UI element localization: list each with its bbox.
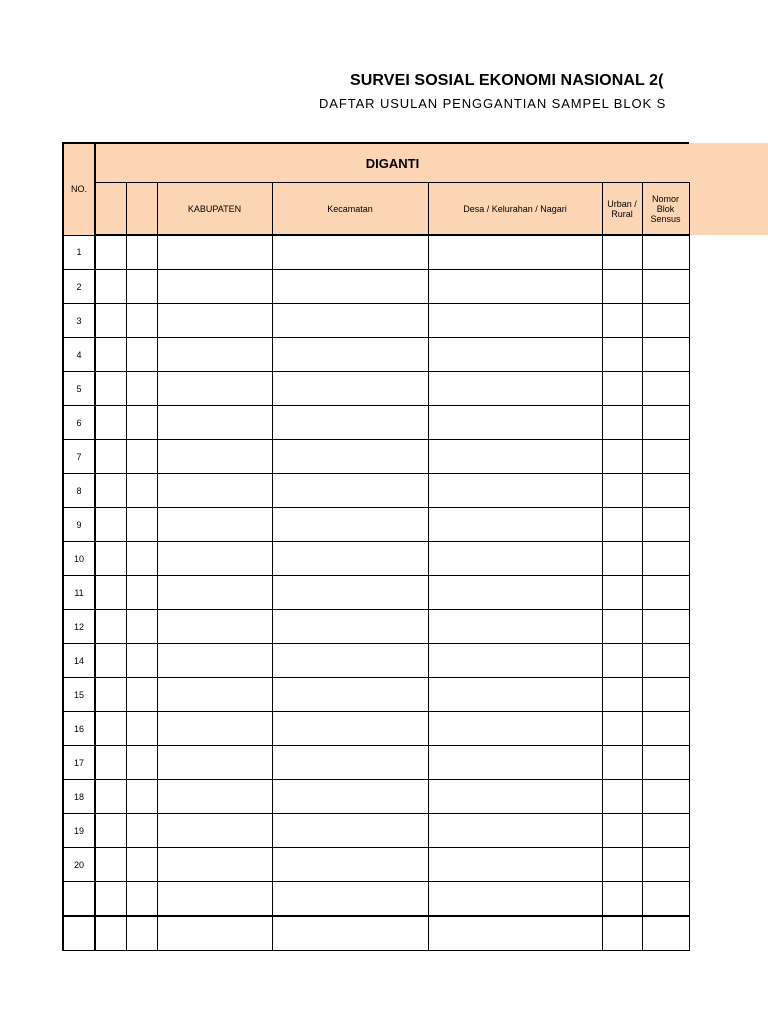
- table-row: [63, 270, 689, 304]
- cell-blank-2[interactable]: [126, 882, 157, 917]
- cell-urban-rural[interactable]: [602, 746, 642, 780]
- column-header-blank-1: [95, 183, 126, 236]
- cell-blank-2[interactable]: [126, 814, 157, 848]
- cell-kecamatan[interactable]: [272, 270, 428, 304]
- cell-kecamatan[interactable]: [272, 610, 428, 644]
- cell-desa[interactable]: [428, 372, 602, 406]
- cell-nomor-blok-sensus[interactable]: [642, 338, 689, 372]
- cell-kecamatan[interactable]: [272, 440, 428, 474]
- cell-nomor-blok-sensus[interactable]: [642, 372, 689, 406]
- cell-kabupaten[interactable]: [157, 304, 272, 338]
- cell-kecamatan[interactable]: [272, 406, 428, 440]
- cell-urban-rural[interactable]: [602, 814, 642, 848]
- table-row: [63, 338, 689, 372]
- cell-kecamatan[interactable]: [272, 542, 428, 576]
- row-number: 7: [63, 440, 95, 474]
- cell-nomor-blok-sensus[interactable]: [642, 440, 689, 474]
- cell-blank-1[interactable]: [95, 916, 126, 951]
- cell-desa[interactable]: [428, 440, 602, 474]
- column-header-desa: Desa / Kelurahan / Nagari: [428, 183, 602, 236]
- cell-nomor-blok-sensus[interactable]: [642, 235, 689, 270]
- cell-kecamatan[interactable]: [272, 746, 428, 780]
- row-number: 2: [63, 270, 95, 304]
- cell-kabupaten[interactable]: [157, 338, 272, 372]
- cell-blank-2[interactable]: [126, 508, 157, 542]
- cell-kecamatan[interactable]: [272, 780, 428, 814]
- cell-blank-1[interactable]: [95, 304, 126, 338]
- cell-blank-2[interactable]: [126, 235, 157, 270]
- cell-blank-2[interactable]: [126, 440, 157, 474]
- column-header-urban-rural: Urban / Rural: [602, 183, 642, 236]
- cell-kabupaten[interactable]: [157, 406, 272, 440]
- cell-blank-1[interactable]: [95, 678, 126, 712]
- group-header-diganti: DIGANTI: [95, 143, 689, 183]
- row-number: 18: [63, 780, 95, 814]
- cell-desa[interactable]: [428, 882, 602, 917]
- cell-blank-2[interactable]: [126, 270, 157, 304]
- cell-desa[interactable]: [428, 814, 602, 848]
- cell-kabupaten[interactable]: [157, 610, 272, 644]
- cell-kecamatan[interactable]: [272, 644, 428, 678]
- cell-blank-1[interactable]: [95, 848, 126, 882]
- cell-desa[interactable]: [428, 780, 602, 814]
- cell-desa[interactable]: [428, 542, 602, 576]
- cell-blank-2[interactable]: [126, 542, 157, 576]
- cell-kabupaten[interactable]: [157, 882, 272, 917]
- row-number: [63, 882, 95, 917]
- table-row: [63, 542, 689, 576]
- replacement-sample-table: [62, 142, 690, 951]
- cell-desa[interactable]: [428, 235, 602, 270]
- cell-nomor-blok-sensus[interactable]: [642, 304, 689, 338]
- cell-blank-2[interactable]: [126, 644, 157, 678]
- cell-urban-rural[interactable]: [602, 542, 642, 576]
- row-number: 6: [63, 406, 95, 440]
- cell-kabupaten[interactable]: [157, 576, 272, 610]
- form-subtitle: DAFTAR USULAN PENGGANTIAN SAMPEL BLOK S: [319, 96, 667, 111]
- cell-urban-rural[interactable]: [602, 916, 642, 951]
- cell-nomor-blok-sensus[interactable]: [642, 610, 689, 644]
- cell-kabupaten[interactable]: [157, 542, 272, 576]
- row-number: 8: [63, 474, 95, 508]
- cell-urban-rural[interactable]: [602, 304, 642, 338]
- cell-kecamatan[interactable]: [272, 474, 428, 508]
- table-row: [63, 576, 689, 610]
- cell-kecamatan[interactable]: [272, 678, 428, 712]
- cell-urban-rural[interactable]: [602, 235, 642, 270]
- cell-blank-2[interactable]: [126, 304, 157, 338]
- column-header-kecamatan: Kecamatan: [272, 183, 428, 236]
- cell-urban-rural[interactable]: [602, 576, 642, 610]
- cell-blank-1[interactable]: [95, 406, 126, 440]
- row-number: [63, 916, 95, 951]
- table-row: [63, 678, 689, 712]
- cell-kabupaten[interactable]: [157, 780, 272, 814]
- cell-desa[interactable]: [428, 644, 602, 678]
- cell-blank-2[interactable]: [126, 780, 157, 814]
- table-row: [63, 644, 689, 678]
- cell-kecamatan[interactable]: [272, 304, 428, 338]
- cell-desa[interactable]: [428, 916, 602, 951]
- cell-nomor-blok-sensus[interactable]: [642, 270, 689, 304]
- cell-kecamatan[interactable]: [272, 576, 428, 610]
- cell-blank-1[interactable]: [95, 235, 126, 270]
- cell-nomor-blok-sensus[interactable]: [642, 406, 689, 440]
- cell-blank-1[interactable]: [95, 780, 126, 814]
- cell-urban-rural[interactable]: [602, 440, 642, 474]
- form-subtitle-wrap: [0, 96, 768, 116]
- cell-kecamatan[interactable]: [272, 338, 428, 372]
- table-row: [63, 508, 689, 542]
- cell-blank-2[interactable]: [126, 576, 157, 610]
- cell-kabupaten[interactable]: [157, 814, 272, 848]
- table-row: [63, 610, 689, 644]
- cell-urban-rural[interactable]: [602, 678, 642, 712]
- cell-nomor-blok-sensus[interactable]: [642, 542, 689, 576]
- cell-blank-1[interactable]: [95, 712, 126, 746]
- cell-desa[interactable]: [428, 576, 602, 610]
- cell-kecamatan[interactable]: [272, 372, 428, 406]
- cell-kabupaten[interactable]: [157, 508, 272, 542]
- row-number: 16: [63, 712, 95, 746]
- row-number: 15: [63, 678, 95, 712]
- cell-blank-2[interactable]: [126, 746, 157, 780]
- table-row: [63, 882, 689, 917]
- cell-nomor-blok-sensus[interactable]: [642, 848, 689, 882]
- cell-blank-1[interactable]: [95, 440, 126, 474]
- cell-blank-1[interactable]: [95, 644, 126, 678]
- cell-blank-1[interactable]: [95, 814, 126, 848]
- cell-kabupaten[interactable]: [157, 372, 272, 406]
- cell-blank-2[interactable]: [126, 610, 157, 644]
- cell-kabupaten[interactable]: [157, 235, 272, 270]
- cell-blank-1[interactable]: [95, 746, 126, 780]
- cell-desa[interactable]: [428, 848, 602, 882]
- table-row: [63, 235, 689, 270]
- cell-kecamatan[interactable]: [272, 712, 428, 746]
- row-number: 1: [63, 235, 95, 270]
- form-title-wrap: [0, 72, 768, 94]
- cell-urban-rural[interactable]: [602, 712, 642, 746]
- table-row: [63, 372, 689, 406]
- cell-blank-1[interactable]: [95, 372, 126, 406]
- table-row: [63, 848, 689, 882]
- cell-kecamatan[interactable]: [272, 848, 428, 882]
- table-row: [63, 712, 689, 746]
- cell-blank-2[interactable]: [126, 474, 157, 508]
- cell-kabupaten[interactable]: [157, 848, 272, 882]
- cell-kecamatan[interactable]: [272, 882, 428, 917]
- cell-desa[interactable]: [428, 712, 602, 746]
- cell-blank-2[interactable]: [126, 678, 157, 712]
- cell-desa[interactable]: [428, 338, 602, 372]
- cell-urban-rural[interactable]: [602, 882, 642, 917]
- column-header-nomor-blok-sensus: Nomor Blok Sensus: [642, 183, 689, 236]
- column-header-kabupaten: KABUPATEN: [157, 183, 272, 236]
- cell-desa[interactable]: [428, 474, 602, 508]
- column-header-no: NO.: [63, 143, 95, 235]
- row-number: 19: [63, 814, 95, 848]
- cell-kabupaten[interactable]: [157, 916, 272, 951]
- table-row: [63, 304, 689, 338]
- cell-blank-1[interactable]: [95, 474, 126, 508]
- cell-urban-rural[interactable]: [602, 644, 642, 678]
- cell-urban-rural[interactable]: [602, 848, 642, 882]
- cell-desa[interactable]: [428, 746, 602, 780]
- cell-kecamatan[interactable]: [272, 235, 428, 270]
- cell-kabupaten[interactable]: [157, 440, 272, 474]
- cell-kabupaten[interactable]: [157, 678, 272, 712]
- cell-urban-rural[interactable]: [602, 474, 642, 508]
- cell-nomor-blok-sensus[interactable]: [642, 746, 689, 780]
- cell-urban-rural[interactable]: [602, 372, 642, 406]
- cell-blank-1[interactable]: [95, 882, 126, 917]
- cell-nomor-blok-sensus[interactable]: [642, 712, 689, 746]
- row-number: 20: [63, 848, 95, 882]
- table-row: [63, 916, 689, 951]
- cell-urban-rural[interactable]: [602, 780, 642, 814]
- header-fill-overflow: [688, 143, 768, 235]
- cell-blank-1[interactable]: [95, 338, 126, 372]
- cell-blank-2[interactable]: [126, 372, 157, 406]
- table-subheader-row: [63, 183, 689, 236]
- cell-desa[interactable]: [428, 270, 602, 304]
- cell-nomor-blok-sensus[interactable]: [642, 576, 689, 610]
- cell-blank-2[interactable]: [126, 712, 157, 746]
- cell-kabupaten[interactable]: [157, 712, 272, 746]
- cell-kecamatan[interactable]: [272, 814, 428, 848]
- cell-blank-2[interactable]: [126, 916, 157, 951]
- cell-urban-rural[interactable]: [602, 270, 642, 304]
- table-row: [63, 474, 689, 508]
- cell-blank-1[interactable]: [95, 542, 126, 576]
- row-number: 3: [63, 304, 95, 338]
- cell-kecamatan[interactable]: [272, 508, 428, 542]
- cell-nomor-blok-sensus[interactable]: [642, 678, 689, 712]
- cell-nomor-blok-sensus[interactable]: [642, 474, 689, 508]
- cell-nomor-blok-sensus[interactable]: [642, 916, 689, 951]
- cell-blank-2[interactable]: [126, 406, 157, 440]
- cell-nomor-blok-sensus[interactable]: [642, 882, 689, 917]
- cell-desa[interactable]: [428, 508, 602, 542]
- column-header-blank-2: [126, 183, 157, 236]
- table-row: [63, 746, 689, 780]
- cell-kecamatan[interactable]: [272, 916, 428, 951]
- cell-urban-rural[interactable]: [602, 406, 642, 440]
- cell-desa[interactable]: [428, 406, 602, 440]
- table-header-row: [63, 143, 689, 183]
- row-number: 12: [63, 610, 95, 644]
- cell-desa[interactable]: [428, 304, 602, 338]
- cell-desa[interactable]: [428, 610, 602, 644]
- row-number: 5: [63, 372, 95, 406]
- row-number: 10: [63, 542, 95, 576]
- cell-kabupaten[interactable]: [157, 474, 272, 508]
- cell-kabupaten[interactable]: [157, 270, 272, 304]
- row-number: 4: [63, 338, 95, 372]
- table-row: [63, 406, 689, 440]
- row-number: 9: [63, 508, 95, 542]
- row-number: 14: [63, 644, 95, 678]
- row-number: 17: [63, 746, 95, 780]
- form-title: SURVEI SOSIAL EKONOMI NASIONAL 2(: [350, 72, 664, 89]
- cell-urban-rural[interactable]: [602, 610, 642, 644]
- cell-urban-rural[interactable]: [602, 508, 642, 542]
- row-number: 11: [63, 576, 95, 610]
- cell-nomor-blok-sensus[interactable]: [642, 814, 689, 848]
- cell-blank-1[interactable]: [95, 270, 126, 304]
- table-row: [63, 780, 689, 814]
- cell-blank-2[interactable]: [126, 848, 157, 882]
- cell-urban-rural[interactable]: [602, 338, 642, 372]
- cell-nomor-blok-sensus[interactable]: [642, 508, 689, 542]
- cell-kabupaten[interactable]: [157, 746, 272, 780]
- cell-blank-1[interactable]: [95, 576, 126, 610]
- cell-blank-1[interactable]: [95, 508, 126, 542]
- cell-blank-1[interactable]: [95, 610, 126, 644]
- cell-kabupaten[interactable]: [157, 644, 272, 678]
- cell-desa[interactable]: [428, 678, 602, 712]
- table-row: [63, 440, 689, 474]
- cell-nomor-blok-sensus[interactable]: [642, 780, 689, 814]
- cell-blank-2[interactable]: [126, 338, 157, 372]
- table-row: [63, 814, 689, 848]
- cell-nomor-blok-sensus[interactable]: [642, 644, 689, 678]
